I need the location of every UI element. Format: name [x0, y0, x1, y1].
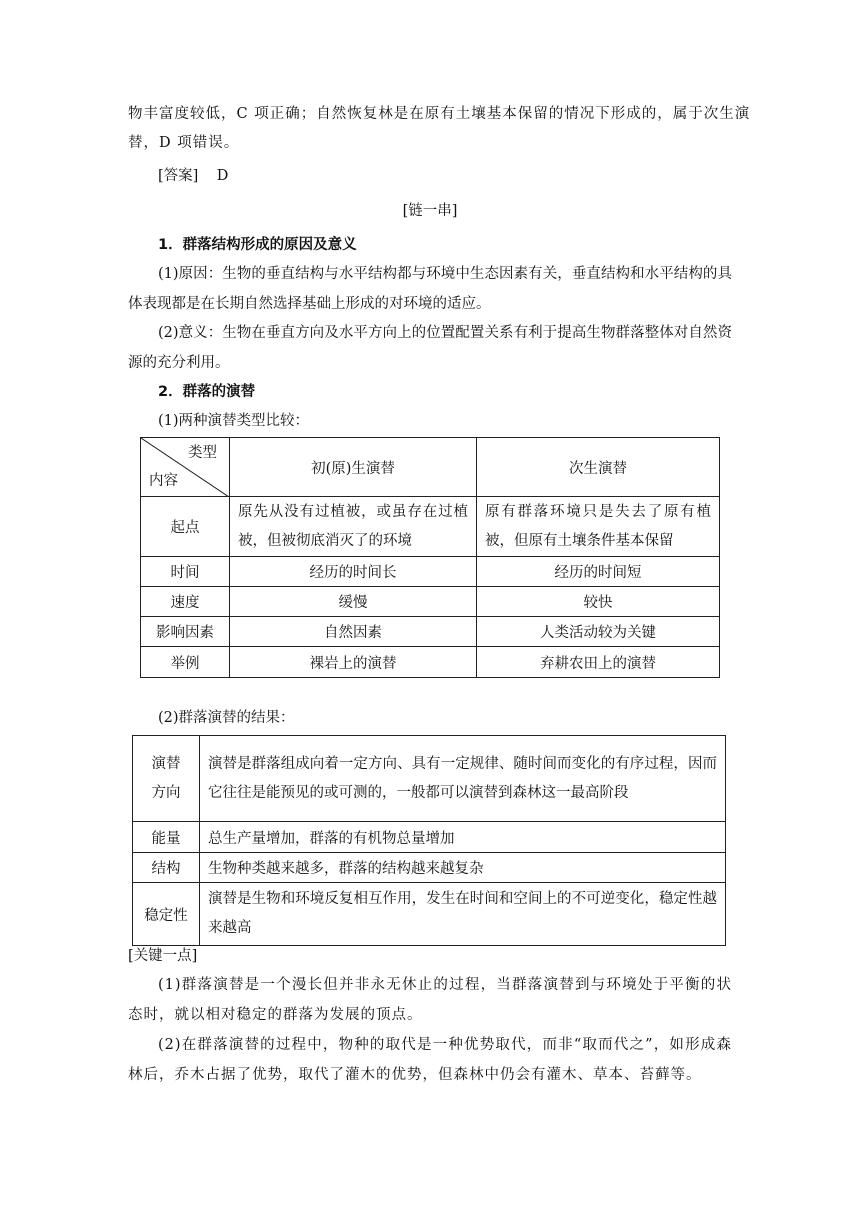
cell-primary: 经历的时间长 — [230, 557, 477, 587]
cell-primary: 原先从没有过植被，或虽存在过植被，但被彻底消灭了的环境 — [230, 497, 477, 557]
cell-secondary: 经历的时间短 — [477, 557, 720, 587]
row-label: 时间 — [141, 557, 230, 587]
key-point-1: (1)群落演替是一个漫长但并非永无休止的过程，当群落演替到与环境处于平衡的状态时，就以相对稳定的群落为发展的顶点。 — [128, 977, 732, 1023]
section-heading: [链一串] — [402, 203, 458, 219]
corner-top-label: 类型 — [188, 445, 217, 461]
row-label: 速度 — [141, 587, 230, 617]
cell-primary: 裸岩上的演替 — [230, 647, 477, 678]
row-content: 生物种类越来越多，群落的结构越来越复杂 — [200, 853, 726, 883]
row-label: 稳定性 — [133, 883, 200, 946]
table-row — [133, 736, 726, 822]
table-row — [133, 822, 726, 853]
table-row — [141, 557, 720, 587]
cell-primary: 自然因素 — [230, 617, 477, 647]
intro-line-2: 替，D 项错误。 — [128, 135, 240, 151]
cell-secondary: 弃耕农田上的演替 — [477, 647, 720, 678]
table-row — [141, 617, 720, 647]
row-label — [133, 736, 200, 822]
row-label: 能量 — [133, 822, 200, 853]
corner-bottom-label: 内容 — [149, 473, 178, 489]
cell-secondary: 人类活动较为关键 — [477, 617, 720, 647]
succession-compare-table — [140, 437, 720, 678]
table-row — [141, 497, 720, 557]
cell-secondary: 原有群落环境只是失去了原有植被，但原有土壤条件基本保留 — [477, 497, 720, 557]
answer-line — [158, 164, 228, 185]
row-label-text: 演替方向 — [151, 755, 181, 801]
row-label: 影响因素 — [141, 617, 230, 647]
point1-title: 1．群落结构形成的原因及意义 — [158, 237, 357, 253]
table-header-row — [141, 438, 720, 497]
key-point-2: (2)在群落演替的过程中，物种的取代是一种优势取代，而非“取而代之”，如形成森林后，乔木占据了优势，取代了灌木的优势，但森林中仍会有灌木、草本、苔藓等。 — [128, 1037, 732, 1083]
row-content: 总生产量增加，群落的有机物总量增加 — [200, 822, 726, 853]
row-label: 起点 — [141, 497, 230, 557]
row-content: 演替是群落组成向着一定方向、具有一定规律、随时间而变化的有序过程，因而它往往是能预见的或可测的，一般都可以演替到森林这一最高阶段 — [200, 736, 726, 822]
col-header-secondary: 次生演替 — [477, 438, 720, 497]
result-title: (2)群落演替的结果： — [158, 710, 295, 726]
answer-label: [答案] — [158, 168, 199, 184]
answer-value: D — [216, 168, 229, 184]
point1-meaning: (2)意义：生物在垂直方向及水平方向上的位置配置关系有利于提高生物群落整体对自然资源的充分利用。 — [128, 325, 732, 371]
row-label: 结构 — [133, 853, 200, 883]
row-content: 演替是生物和环境反复相互作用，发生在时间和空间上的不可逆变化，稳定性越来越高 — [200, 883, 726, 946]
diagonal-header-cell — [141, 438, 230, 497]
key-point-heading: [关键一点] — [128, 948, 198, 964]
point2-title: 2．群落的演替 — [158, 384, 256, 400]
cell-primary: 缓慢 — [230, 587, 477, 617]
table-row — [141, 647, 720, 678]
col-header-primary: 初(原)生演替 — [230, 438, 477, 497]
point1-reason: (1)原因：生物的垂直结构与水平结构都与环境中生态因素有关，垂直结构和水平结构的具体表现都是在长期自然选择基础上形成的对环境的适应。 — [128, 266, 732, 312]
succession-result-table — [132, 735, 726, 946]
compare-title: (1)两种演替类型比较： — [158, 413, 310, 429]
table-row — [133, 883, 726, 946]
table-row — [141, 587, 720, 617]
intro-line-1: 物丰富度较低，C 项正确；自然恢复林是在原有土壤基本保留的情况下形成的，属于次生演 — [128, 106, 751, 122]
table-row — [133, 853, 726, 883]
row-label: 举例 — [141, 647, 230, 678]
cell-secondary: 较快 — [477, 587, 720, 617]
